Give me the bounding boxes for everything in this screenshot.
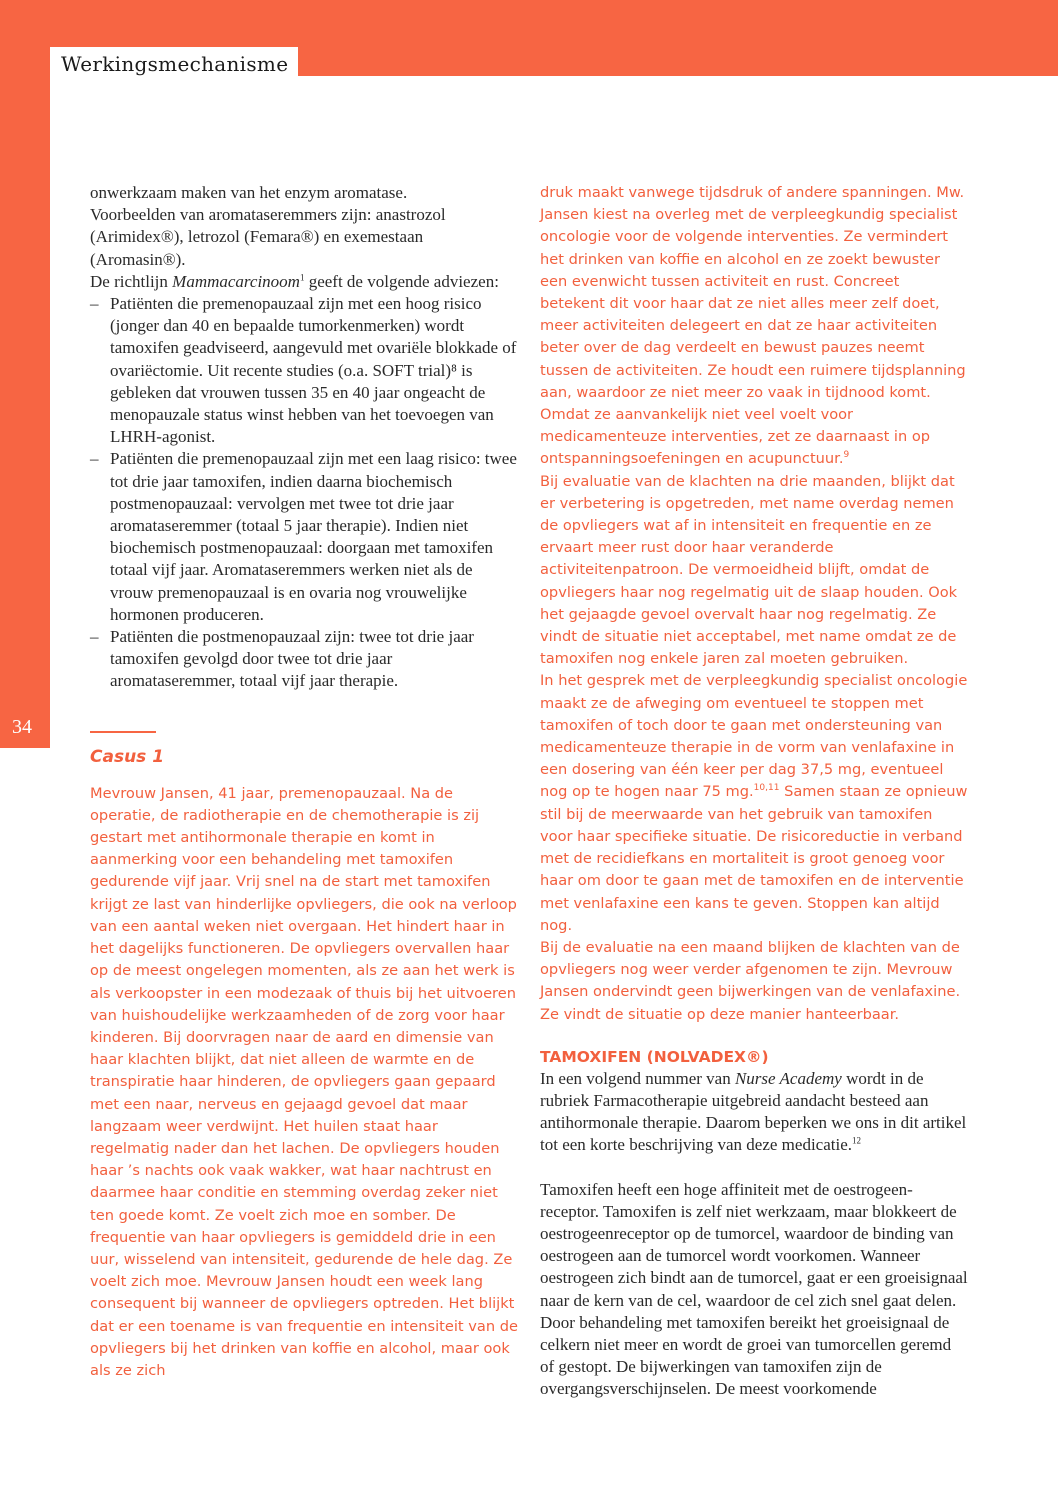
intro-line: onwerkzaam maken van het enzym aromatase. [90, 183, 408, 202]
tamoxifen-mechanism: Tamoxifen heeft een hoge affiniteit met de oestrogeen-receptor. Tamoxifen is zelf niet werkzaam, maar blokkeert de oestrogeenreceptor op de tumorcel, waardoor de binding van oestrogeen aan de tumorcel wordt voorkomen. Wanneer oestrogeen zich bindt aan de tumorcel, gaat er een groeisignaal naar de kern van de cel, waardoor de cel zich snel gaat delen. Door behandeling met tamoxifen bereikt het groeisignaal de celkern niet meer en wordt de groei van tumorcellen geremd of gestopt. De bijwerkingen van tamoxifen zijn de overgangsverschijnselen. De meest voorkomende [540, 1179, 968, 1399]
casus-divider [90, 731, 156, 733]
body-text: wordt in de rubriek Farmacotherapie uitgebreid aandacht besteed aan antihormonale therapie. Daarom beperken we ons in dit artikel tot een korte beschrijving van deze medicatie. [540, 1068, 967, 1155]
list-item [90, 626, 520, 693]
left-column [90, 182, 520, 1382]
list-item-text: Patiënten die premenopauzaal zijn met een laag risico: twee tot drie jaar tamoxifen, indien daarna biochemisch postmenopauzaal: vervolgen met twee tot drie jaar aromataseremmer (totaal 5 jaar therapie). Indien niet biochemisch postmenopauzaal: doorgaan met tamoxifen totaal vijf jaar. Aromataseremmers werken niet als de vrouw premenopauzaal is en ovaria nog vrouwelijke hormonen produceren. [110, 449, 517, 624]
casus-continuation [540, 182, 968, 471]
richtlijn-text: geeft de volgende adviezen: [304, 271, 499, 291]
tamoxifen-heading: TAMOXIFEN (NOLVADEX®) [540, 1047, 769, 1066]
right-column [540, 182, 968, 1401]
casus-para: druk maakt vanwege tijdsdruk of andere spanningen. Mw. Jansen kiest na overleg met de verpleegkundig specialist oncologie voor de volgende interventies. Ze vermindert het drinken van koffie en alcohol en ze zoekt bewuster een evenwicht tussen activiteit en rust. Concreet betekent dit voor haar dat ze niet alles meer zelf doet, meer activiteiten delegeert en dat ze haar activiteiten beter over de dag verdeelt en bewust pauzes neemt tussen de activiteiten. Ze houdt een ruimere tijdsplanning aan, waardoor ze niet meer zo vaak in tijdnood komt. Omdat ze aanvankelijk niet veel voelt voor medicamenteuze interventies, zet ze daarnaast in op ontspanningsoefeningen en acupunctuur. [540, 184, 966, 468]
list-item [90, 448, 520, 626]
casus-title: Casus 1 [90, 746, 165, 767]
footnote-ref: 12 [852, 1135, 862, 1146]
casus-para-text: Samen staan ze opnieuw stil bij de meerwaarde van het gebruik van tamoxifen voor haar specifieke situatie. De risicoreductie in verband met de recidiefkans en mortaliteit is groot genoeg voor haar om door te gaan met de tamoxifen en de interventie met venlafaxine een kans te geven. Stoppen kan altijd nog. [540, 783, 968, 934]
intro-line: Voorbeelden van aromataseremmers zijn: anastrozol [90, 205, 446, 225]
casus-para: Bij de evaluatie na een maand blijken de klachten van de opvliegers nog weer verder afgenomen te zijn. Mevrouw Jansen ondervindt geen bijwerkingen van de venlafaxine. Ze vindt de situatie op deze manier hanteerbaar. [540, 938, 961, 1023]
list-item [90, 293, 520, 448]
advice-list [90, 293, 520, 693]
intro-paragraph [90, 182, 520, 293]
list-item-text: Patiënten die postmenopauzaal zijn: twee tot drie jaar tamoxifen gevolgd door twee tot drie jaar aromataseremmer, totaal vijf jaar therapie. [110, 627, 474, 691]
casus-para [540, 670, 968, 936]
footnote-ref: 10,11 [753, 783, 780, 794]
richtlijn-text: De richtlijn [90, 271, 173, 291]
paragraph-gap [540, 1157, 968, 1179]
list-item-text: Patiënten die premenopauzaal zijn met een hoog risico (jonger dan 40 en bepaalde tumorkenmerken) wordt tamoxifen geadviseerd, aangevuld met ovariële blokkade of ovariëctomie. Uit recente studies (o.a. SOFT trial)⁸ is gebleken dat vrouwen tussen 35 en 40 jaar ongeacht de menopauzale status winst hebben van het toevoegen van LHRH-agonist. [110, 294, 517, 447]
intro-line: (Aromasin®). [90, 249, 186, 269]
casus-para-text: In het gesprek met de verpleegkundig specialist oncologie maakt ze de afweging om eventueel te stoppen met tamoxifen of toch door te gaan met ondersteuning van medicamenteuze therapie in de vorm van venlafaxine in een dosering van één keer per dag 37,5 mg, eventueel nog op te hogen naar 75 mg. [540, 672, 968, 801]
dash-bullet: – [90, 294, 99, 314]
casus-text: Mevrouw Jansen, 41 jaar, premenopauzaal. Na de operatie, de radiotherapie en de chemotherapie is zij gestart met antihormonale therapie en komt in aanmerking voor een behandeling met tamoxifen gedurende vijf jaar. Vrij snel na de start met tamoxifen krijgt ze last van hinderlijke opvliegers, die ook na verloop van een aantal weken niet overgaan. Het hindert haar in het dagelijks functioneren. De opvliegers overvallen haar op de meest ongelegen momenten, als ze aan het werk is als verkoopster in een modezaak of thuis bij het uitvoeren van huishoudelijke werkzaamheden of de zorg voor haar kinderen. Bij doorvragen naar de aard en dimensie van haar klachten blijkt, dat niet alleen de warmte en de transpiratie haar hinderen, de opvliegers gaan gepaard met een naar, nerveus en gejaagd gevoel dat maar langzaam weer verdwijnt. Het huilen staat haar regelmatig nader dan het lachen. De opvliegers houden haar ’s nachts ook vaak wakker, wat haar nachtrust en daarmee haar conditie en stemming overdag zeker niet ten goede komt. Ze voelt zich moe en somber. De frequentie van haar opvliegers is gemiddeld drie in een uur, wisselend van intensiteit, gedurende de hele dag. Ze voelt zich moe. Mevrouw Jansen houdt een week lang consequent bij wanneer de opvliegers optreden. Het blijkt dat er een toename is van frequentie en intensiteit van de opvliegers bij het drinken van koffie en alcohol, maar ook als ze zich [90, 784, 518, 1379]
dash-bullet: – [90, 449, 99, 469]
page-number: 34 [12, 716, 32, 738]
section-title: Werkingsmechanisme [61, 52, 289, 76]
footnote-ref: 1 [299, 272, 305, 283]
side-band [0, 0, 50, 748]
body-text: In een volgend nummer van [540, 1068, 735, 1088]
dash-bullet: – [90, 627, 99, 647]
journal-title: Nurse Academy [734, 1068, 842, 1088]
tamoxifen-intro [540, 1068, 968, 1157]
richtlijn-title: Mammacarcinoom [172, 271, 300, 291]
casus-para: Bij evaluatie van de klachten na drie maanden, blijkt dat er verbetering is opgetreden, met name overdag nemen de opvliegers wat af in intensiteit en frequentie en ze ervaart meer rust door haar veranderde activiteitenpatroon. De vermoeidheid blijft, omdat de opvliegers haar nog regelmatig uit de slaap houden. Ook het gejaagde gevoel overvalt haar nog regelmatig. Ze vindt de situatie niet acceptabel, met name omdat ze de tamoxifen nog enkele jaren zal moeten gebruiken. [540, 472, 958, 668]
intro-line: (Arimidex®), letrozol (Femara®) en exemestaan [90, 227, 424, 247]
footnote-ref: 9 [843, 450, 850, 461]
